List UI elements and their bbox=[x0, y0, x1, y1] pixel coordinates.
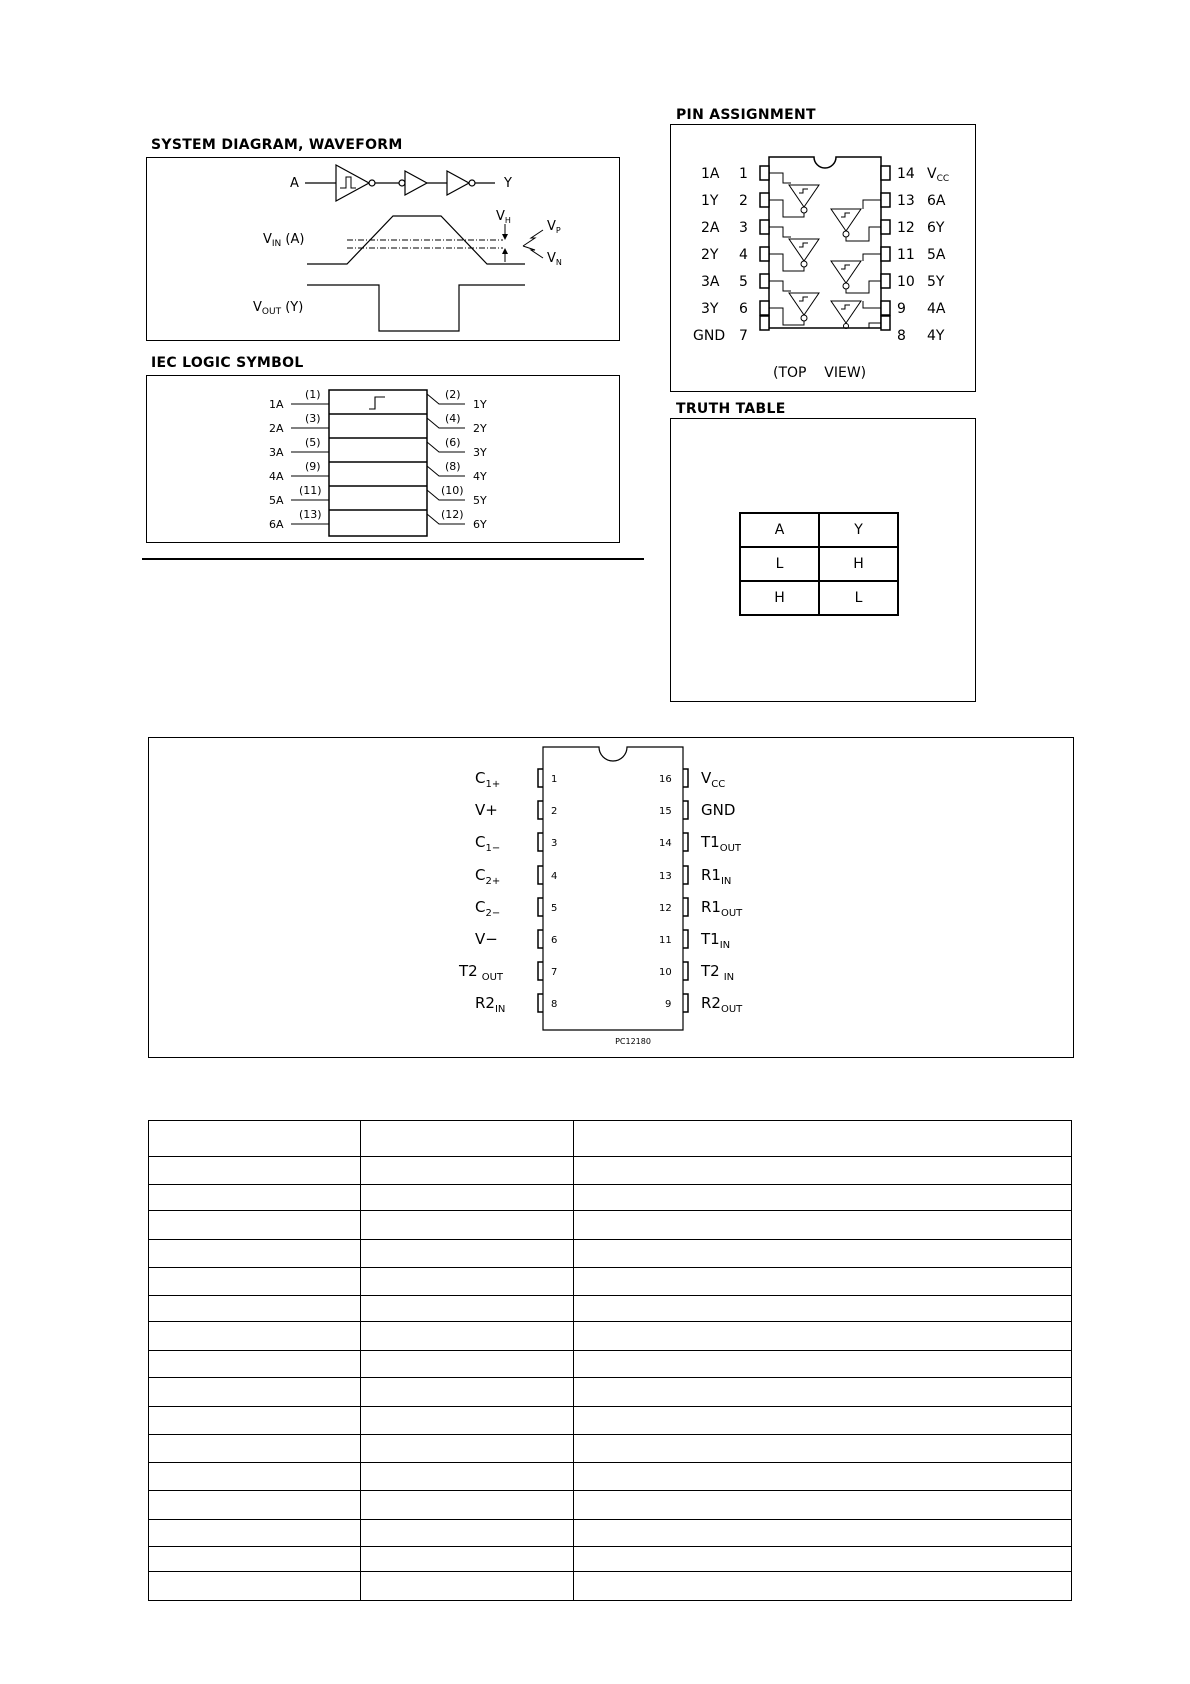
dip16-num: 12 bbox=[659, 903, 672, 914]
pin-assignment-panel bbox=[670, 124, 976, 392]
dip16-left-name: $C_{1-}$ bbox=[475, 833, 501, 854]
iec-input-pin: (11) bbox=[299, 484, 322, 497]
dip14-right-name: $V_{CC}$ bbox=[927, 166, 950, 184]
dip14-left-num: 1 bbox=[739, 166, 748, 182]
dip16-num: 14 bbox=[659, 838, 672, 849]
table-cell bbox=[149, 1268, 361, 1295]
iec-output-pin: (8) bbox=[445, 460, 461, 473]
dip16-left-name: $R2_{IN}$ bbox=[475, 994, 506, 1015]
dip14-right-name: 5A bbox=[927, 247, 946, 263]
iec-symbol-svg bbox=[147, 376, 619, 542]
table-cell bbox=[574, 1239, 1072, 1267]
dip14-left-num: 7 bbox=[739, 328, 748, 344]
dip16-right-name: $R2_{OUT}$ bbox=[701, 994, 743, 1015]
iec-output-pin: (12) bbox=[441, 508, 464, 521]
table-cell bbox=[149, 1378, 361, 1406]
buffer-symbol bbox=[405, 171, 427, 195]
iec-input-pin: (5) bbox=[305, 436, 321, 449]
dip14-left-name: 2A bbox=[701, 220, 720, 236]
iec-input-label: 6A bbox=[269, 518, 284, 531]
iec-input-pin: (3) bbox=[305, 412, 321, 425]
dip16-left-name: $C_{2-}$ bbox=[475, 898, 501, 919]
table-cell bbox=[149, 1322, 361, 1350]
dip16-left-name: V+ bbox=[475, 801, 498, 819]
iec-output-label: 4Y bbox=[473, 470, 487, 483]
truth-header-a: A bbox=[740, 513, 819, 547]
table-cell bbox=[149, 1462, 361, 1490]
table-cell bbox=[149, 1406, 361, 1434]
iec-inputs bbox=[269, 388, 329, 531]
table-cell bbox=[574, 1435, 1072, 1462]
table-cell bbox=[574, 1268, 1072, 1295]
table-cell bbox=[361, 1322, 574, 1350]
sys-output-label: Y bbox=[504, 176, 512, 191]
dip16-num: 7 bbox=[551, 967, 558, 978]
vin-label: $V_{IN}$ (A) bbox=[263, 232, 305, 249]
table-cell bbox=[574, 1378, 1072, 1406]
dip16-body bbox=[543, 747, 683, 1030]
dip14-right-num: 14 bbox=[897, 166, 915, 182]
iec-output-pin: (6) bbox=[445, 436, 461, 449]
dip16-num: 4 bbox=[551, 871, 558, 882]
vout-label: $V_{OUT}$ (Y) bbox=[253, 300, 304, 317]
table-cell bbox=[361, 1462, 574, 1490]
dip14-right-num: 12 bbox=[897, 220, 915, 236]
table-cell bbox=[574, 1462, 1072, 1490]
table-cell bbox=[149, 1295, 361, 1321]
table-cell bbox=[574, 1406, 1072, 1434]
iec-input-label: 5A bbox=[269, 494, 284, 507]
dip14-left-pins bbox=[760, 166, 769, 330]
iec-block bbox=[329, 390, 427, 536]
table-cell bbox=[574, 1156, 1072, 1184]
dip14-right-num: 13 bbox=[897, 193, 915, 209]
truth-cell: L bbox=[740, 547, 819, 581]
dip14-right-name: 6A bbox=[927, 193, 946, 209]
table-cell bbox=[149, 1519, 361, 1546]
truth-table-heading: TRUTH TABLE bbox=[676, 401, 786, 417]
iec-input-label: 2A bbox=[269, 422, 284, 435]
dip14-right-name: 4Y bbox=[927, 328, 945, 344]
dip16-num: 5 bbox=[551, 903, 558, 914]
internal-gates-right bbox=[831, 200, 881, 329]
dip16-left-name: T2 $_{OUT}$ bbox=[459, 962, 504, 983]
iec-output-pin: (2) bbox=[445, 388, 461, 401]
dip14-right-num: 8 bbox=[897, 328, 906, 344]
inverter-symbol bbox=[447, 171, 469, 195]
vh-label: $V_H$ bbox=[496, 209, 511, 225]
schmitt-inverter-symbol bbox=[336, 165, 369, 201]
table-cell bbox=[574, 1322, 1072, 1350]
dip16-right-name: GND bbox=[701, 801, 736, 819]
table-cell bbox=[149, 1547, 361, 1572]
table-cell bbox=[574, 1519, 1072, 1546]
dip16-num: 8 bbox=[551, 999, 558, 1010]
dip14-left-num: 2 bbox=[739, 193, 748, 209]
dip16-right-name: T2 $_{IN}$ bbox=[701, 962, 735, 983]
dip14-right-num: 9 bbox=[897, 301, 906, 317]
iec-output-pin: (4) bbox=[445, 412, 461, 425]
table-cell bbox=[361, 1211, 574, 1239]
iec-input-pin: (13) bbox=[299, 508, 322, 521]
dip16-num: 15 bbox=[659, 806, 672, 817]
table-cell bbox=[361, 1185, 574, 1211]
table-cell bbox=[361, 1295, 574, 1321]
table-cell bbox=[361, 1435, 574, 1462]
table-cell bbox=[149, 1491, 361, 1519]
dip16-left-name: V− bbox=[475, 930, 498, 948]
table-cell bbox=[574, 1295, 1072, 1321]
dip16-left-name: $C_{1+}$ bbox=[475, 769, 501, 790]
iec-symbol-heading: IEC LOGIC SYMBOL bbox=[151, 355, 304, 371]
table-cell bbox=[361, 1350, 574, 1377]
table-cell bbox=[574, 1491, 1072, 1519]
table-cell bbox=[574, 1572, 1072, 1601]
iec-input-label: 3A bbox=[269, 446, 284, 459]
iec-input-pin: (1) bbox=[305, 388, 321, 401]
table-cell bbox=[149, 1121, 361, 1157]
table-cell bbox=[574, 1185, 1072, 1211]
iec-output-label: 5Y bbox=[473, 494, 487, 507]
table-cell bbox=[149, 1239, 361, 1267]
table-cell bbox=[361, 1519, 574, 1546]
iec-input-label: 4A bbox=[269, 470, 284, 483]
dip14-left-name: 3A bbox=[701, 274, 720, 290]
table-cell bbox=[149, 1350, 361, 1377]
dip16-right-name: $T1_{OUT}$ bbox=[701, 833, 742, 854]
dip16-num: 6 bbox=[551, 935, 558, 946]
dip14-right-name: 6Y bbox=[927, 220, 945, 236]
dip14-left-name: 1A bbox=[701, 166, 720, 182]
table-cell bbox=[149, 1572, 361, 1601]
dip16-num: 16 bbox=[659, 774, 672, 785]
table-cell bbox=[361, 1268, 574, 1295]
table-cell bbox=[361, 1572, 574, 1601]
dip16-caption: PC12180 bbox=[615, 1037, 651, 1046]
table-cell bbox=[574, 1121, 1072, 1157]
dip14-left-num: 3 bbox=[739, 220, 748, 236]
iec-output-label: 3Y bbox=[473, 446, 487, 459]
dip14-right-num: 10 bbox=[897, 274, 915, 290]
dip16-right-name: $R1_{OUT}$ bbox=[701, 898, 743, 919]
dip16-num: 11 bbox=[659, 935, 672, 946]
vn-label: $V_N$ bbox=[547, 251, 562, 267]
truth-table-panel bbox=[670, 418, 976, 702]
iec-output-pin: (10) bbox=[441, 484, 464, 497]
dip16-num: 9 bbox=[665, 999, 672, 1010]
dip14-right-pins bbox=[881, 166, 890, 330]
dip14-right-name: 5Y bbox=[927, 274, 945, 290]
table-cell bbox=[149, 1156, 361, 1184]
dip14-left-name: 3Y bbox=[701, 301, 719, 317]
dip16-right-name: $T1_{IN}$ bbox=[701, 930, 731, 951]
truth-table bbox=[739, 512, 899, 616]
iec-input-label: 1A bbox=[269, 398, 284, 411]
truth-header-y: Y bbox=[819, 513, 898, 547]
dip14-left-name: GND bbox=[693, 328, 726, 344]
dip16-panel bbox=[148, 737, 1074, 1058]
hysteresis-icon bbox=[340, 177, 356, 188]
dip14-right-num: 11 bbox=[897, 247, 915, 263]
dip16-num: 10 bbox=[659, 967, 672, 978]
table-cell bbox=[361, 1378, 574, 1406]
iec-output-label: 1Y bbox=[473, 398, 487, 411]
dip16-num: 13 bbox=[659, 871, 672, 882]
truth-cell: L bbox=[819, 581, 898, 615]
dip14-left-num: 4 bbox=[739, 247, 748, 263]
table-cell bbox=[361, 1406, 574, 1434]
table-cell bbox=[574, 1547, 1072, 1572]
truth-cell: H bbox=[740, 581, 819, 615]
table-cell bbox=[149, 1185, 361, 1211]
truth-cell: H bbox=[819, 547, 898, 581]
iec-output-label: 2Y bbox=[473, 422, 487, 435]
dip14-left-name: 1Y bbox=[701, 193, 719, 209]
vp-label: $V_P$ bbox=[547, 219, 561, 235]
internal-gates-left bbox=[769, 173, 819, 325]
sys-input-label: A bbox=[290, 176, 299, 191]
dip14-right-name: 4A bbox=[927, 301, 946, 317]
system-diagram-svg bbox=[147, 158, 619, 340]
vout-waveform bbox=[307, 285, 525, 331]
dip14-left-num: 6 bbox=[739, 301, 748, 317]
dip14-caption: (TOP VIEW) bbox=[773, 365, 867, 381]
dip14-left-num: 5 bbox=[739, 274, 748, 290]
table-cell bbox=[361, 1121, 574, 1157]
table-cell bbox=[574, 1350, 1072, 1377]
iec-outputs bbox=[427, 388, 487, 531]
dip16-svg bbox=[149, 738, 1072, 1056]
table-cell bbox=[149, 1435, 361, 1462]
table-cell bbox=[149, 1211, 361, 1239]
iec-output-label: 6Y bbox=[473, 518, 487, 531]
table-cell bbox=[361, 1491, 574, 1519]
system-diagram-panel bbox=[146, 157, 620, 341]
hysteresis-icon bbox=[369, 397, 385, 409]
table-cell bbox=[361, 1156, 574, 1184]
table-cell bbox=[361, 1239, 574, 1267]
section-divider bbox=[142, 558, 644, 560]
system-diagram-heading: SYSTEM DIAGRAM, WAVEFORM bbox=[151, 137, 403, 153]
dip16-right-name: $V_{CC}$ bbox=[701, 769, 726, 790]
empty-grid-table bbox=[148, 1120, 1072, 1601]
iec-symbol-panel bbox=[146, 375, 620, 543]
dip14-left-name: 2Y bbox=[701, 247, 719, 263]
dip16-num: 3 bbox=[551, 838, 558, 849]
pin-assignment-heading: PIN ASSIGNMENT bbox=[676, 107, 816, 123]
iec-input-pin: (9) bbox=[305, 460, 321, 473]
table-cell bbox=[574, 1211, 1072, 1239]
dip16-left-name: $C_{2+}$ bbox=[475, 866, 501, 887]
dip16-num: 2 bbox=[551, 806, 558, 817]
dip16-num: 1 bbox=[551, 774, 558, 785]
dip16-right-name: $R1_{IN}$ bbox=[701, 866, 732, 887]
dip14-svg bbox=[671, 125, 975, 391]
table-cell bbox=[361, 1547, 574, 1572]
